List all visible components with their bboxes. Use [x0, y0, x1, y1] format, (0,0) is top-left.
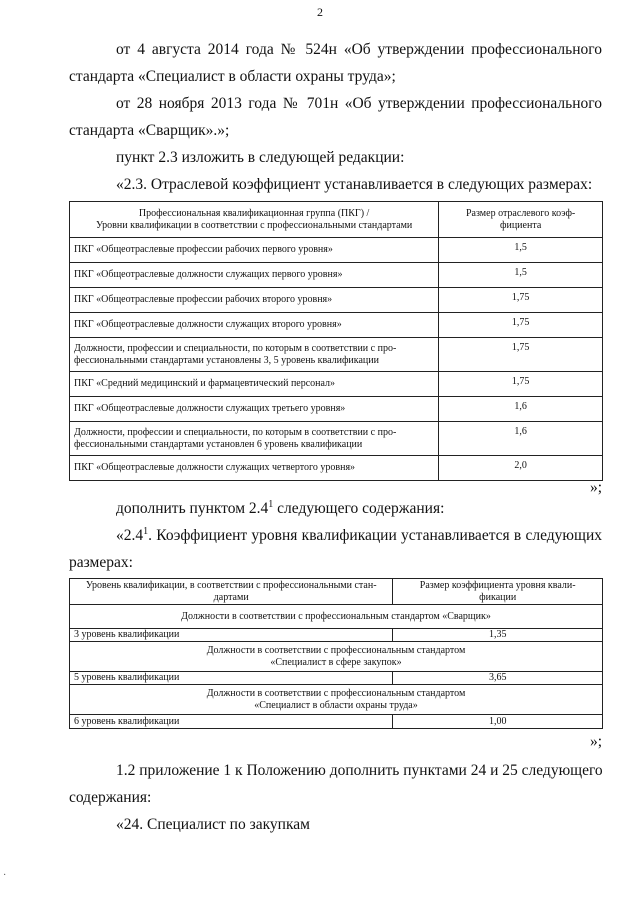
cell-text: ПКГ «Общеотраслевые профессии рабочих второго уровня»: [74, 294, 333, 305]
table-row: [70, 422, 603, 456]
table-cell-value: 1,75: [439, 288, 603, 313]
text-segment: . Коэффициент уровня квалификации устанавливается в следующих: [148, 527, 602, 544]
header-text: Размер коэффициента уровня квали-: [419, 579, 576, 591]
header-text: Уровень квалификации, в соответствии с профессиональными стан-: [85, 579, 377, 591]
table-cell: 6 уровень квалификации: [70, 715, 393, 729]
section-title: [70, 685, 603, 715]
text-line: «24. Специалист по закупкам: [116, 816, 310, 833]
table-cell: [70, 338, 439, 372]
table-row: [70, 397, 603, 422]
table-header-row: [70, 579, 603, 605]
table-cell-value: 1,6: [439, 397, 603, 422]
coefficient-table: [69, 201, 603, 481]
closing-quote: »;: [589, 479, 602, 496]
qualification-table: [69, 578, 603, 729]
section-header-row: [70, 685, 603, 715]
table-row: [70, 313, 603, 338]
text-segment: следующего содержания:: [273, 500, 445, 517]
cell-text: Должности, профессии и специальности, по которым в соответствии с про-: [74, 426, 397, 438]
table-header-row: [70, 202, 603, 238]
table-cell-value: 3,65: [393, 672, 603, 685]
table-row: [70, 672, 603, 685]
header-text: Профессиональная квалификационная группа (ПКГ) /: [138, 207, 370, 219]
cell-text: ПКГ «Общеотраслевые должности служащих третьего уровня»: [74, 403, 346, 414]
table-row: [70, 715, 603, 729]
table-cell: 3 уровень квалификации: [70, 629, 393, 642]
table-row: [70, 629, 603, 642]
table-cell-value: 1,5: [439, 263, 603, 288]
cell-text: ПКГ «Общеотраслевые должности служащих четвертого уровня»: [74, 462, 356, 473]
section-header-row: [70, 605, 603, 629]
text-segment: дополнить пунктом 2.4: [116, 500, 269, 517]
section-title-text: «Специалист в сфере закупок»: [270, 656, 402, 668]
section-title-text: Должности в соответствии с профессиональным стандартом: [206, 687, 466, 699]
cell-text: фессиональными стандартами установлены 3, 5 уровень квалификации: [74, 354, 379, 366]
table-cell-value: 1,75: [439, 372, 603, 397]
section-title-text: Должности в соответствии с профессиональным стандартом: [206, 644, 466, 656]
text-line: от 4 августа 2014 года № 524н «Об утверждении профессионального: [116, 41, 602, 58]
text-line: размерах:: [69, 554, 133, 571]
header-text: Размер отраслевого коэф-: [466, 207, 576, 219]
text-line: от 28 ноября 2013 года № 701н «Об утверждении профессионального: [116, 95, 602, 112]
table-cell: [70, 372, 439, 397]
table-cell-value: 1,75: [439, 313, 603, 338]
closing-quote: »;: [589, 733, 602, 750]
table-cell: [70, 397, 439, 422]
table-row: [70, 456, 603, 481]
table-cell: [70, 288, 439, 313]
text-line: содержания:: [69, 789, 152, 806]
table-cell: [70, 422, 439, 456]
superscript: 1: [268, 499, 274, 510]
header-text: фикации: [479, 591, 517, 603]
scan-speck: ·: [3, 870, 7, 881]
table-row: [70, 338, 603, 372]
table-cell: [70, 313, 439, 338]
header-text: фициента: [500, 219, 542, 231]
text-line: стандарта «Сварщик».»;: [69, 122, 230, 139]
table-cell: [70, 263, 439, 288]
table-cell: [70, 456, 439, 481]
section-title: [70, 642, 603, 672]
text-segment: «2.4: [116, 527, 144, 544]
cell-text: ПКГ «Общеотраслевые профессии рабочих первого уровня»: [74, 244, 333, 255]
table-row: [70, 238, 603, 263]
table-cell-value: 1,75: [439, 338, 603, 372]
table-header-cell: [393, 579, 603, 605]
table-header-cell: [70, 202, 439, 238]
section-header-row: [70, 642, 603, 672]
page-number: 2: [317, 5, 323, 19]
table-row: [70, 372, 603, 397]
text-line: 1.2 приложение 1 к Положению дополнить пунктами 24 и 25 следующего: [116, 762, 603, 779]
table-cell-value: 2,0: [439, 456, 603, 481]
cell-text: ПКГ «Средний медицинский и фармацевтический персонал»: [74, 378, 336, 389]
table-cell: 5 уровень квалификации: [70, 672, 393, 685]
table-row: [70, 288, 603, 313]
table-cell-value: 1,35: [393, 629, 603, 642]
cell-text: Должности, профессии и специальности, по которым в соответствии с про-: [74, 342, 397, 354]
table-header-cell: [439, 202, 603, 238]
table-row: [70, 263, 603, 288]
table-header-cell: [70, 579, 393, 605]
superscript: 1: [143, 526, 149, 537]
cell-text: ПКГ «Общеотраслевые должности служащих второго уровня»: [74, 319, 342, 330]
text-line: стандарта «Специалист в области охраны труда»;: [69, 68, 396, 85]
header-text: Уровни квалификации в соответствии с профессиональными стандартами: [95, 219, 413, 231]
header-text: дартами: [213, 591, 249, 603]
section-title: Должности в соответствии с профессиональным стандартом «Сварщик»: [70, 605, 603, 629]
table-cell-value: 1,5: [439, 238, 603, 263]
text-line: пункт 2.3 изложить в следующей редакции:: [116, 149, 405, 166]
table-cell-value: 1,00: [393, 715, 603, 729]
section-title-text: «Специалист в области охраны труда»: [254, 699, 418, 711]
table-cell: [70, 238, 439, 263]
cell-text: ПКГ «Общеотраслевые должности служащих первого уровня»: [74, 269, 343, 280]
cell-text: фессиональными стандартами установлен 6 уровень квалификации: [74, 438, 363, 450]
table-cell-value: 1,6: [439, 422, 603, 456]
text-line: [116, 499, 444, 519]
text-line: «2.3. Отраслевой коэффициент устанавливается в следующих размерах:: [116, 176, 593, 193]
text-line: [116, 526, 602, 546]
